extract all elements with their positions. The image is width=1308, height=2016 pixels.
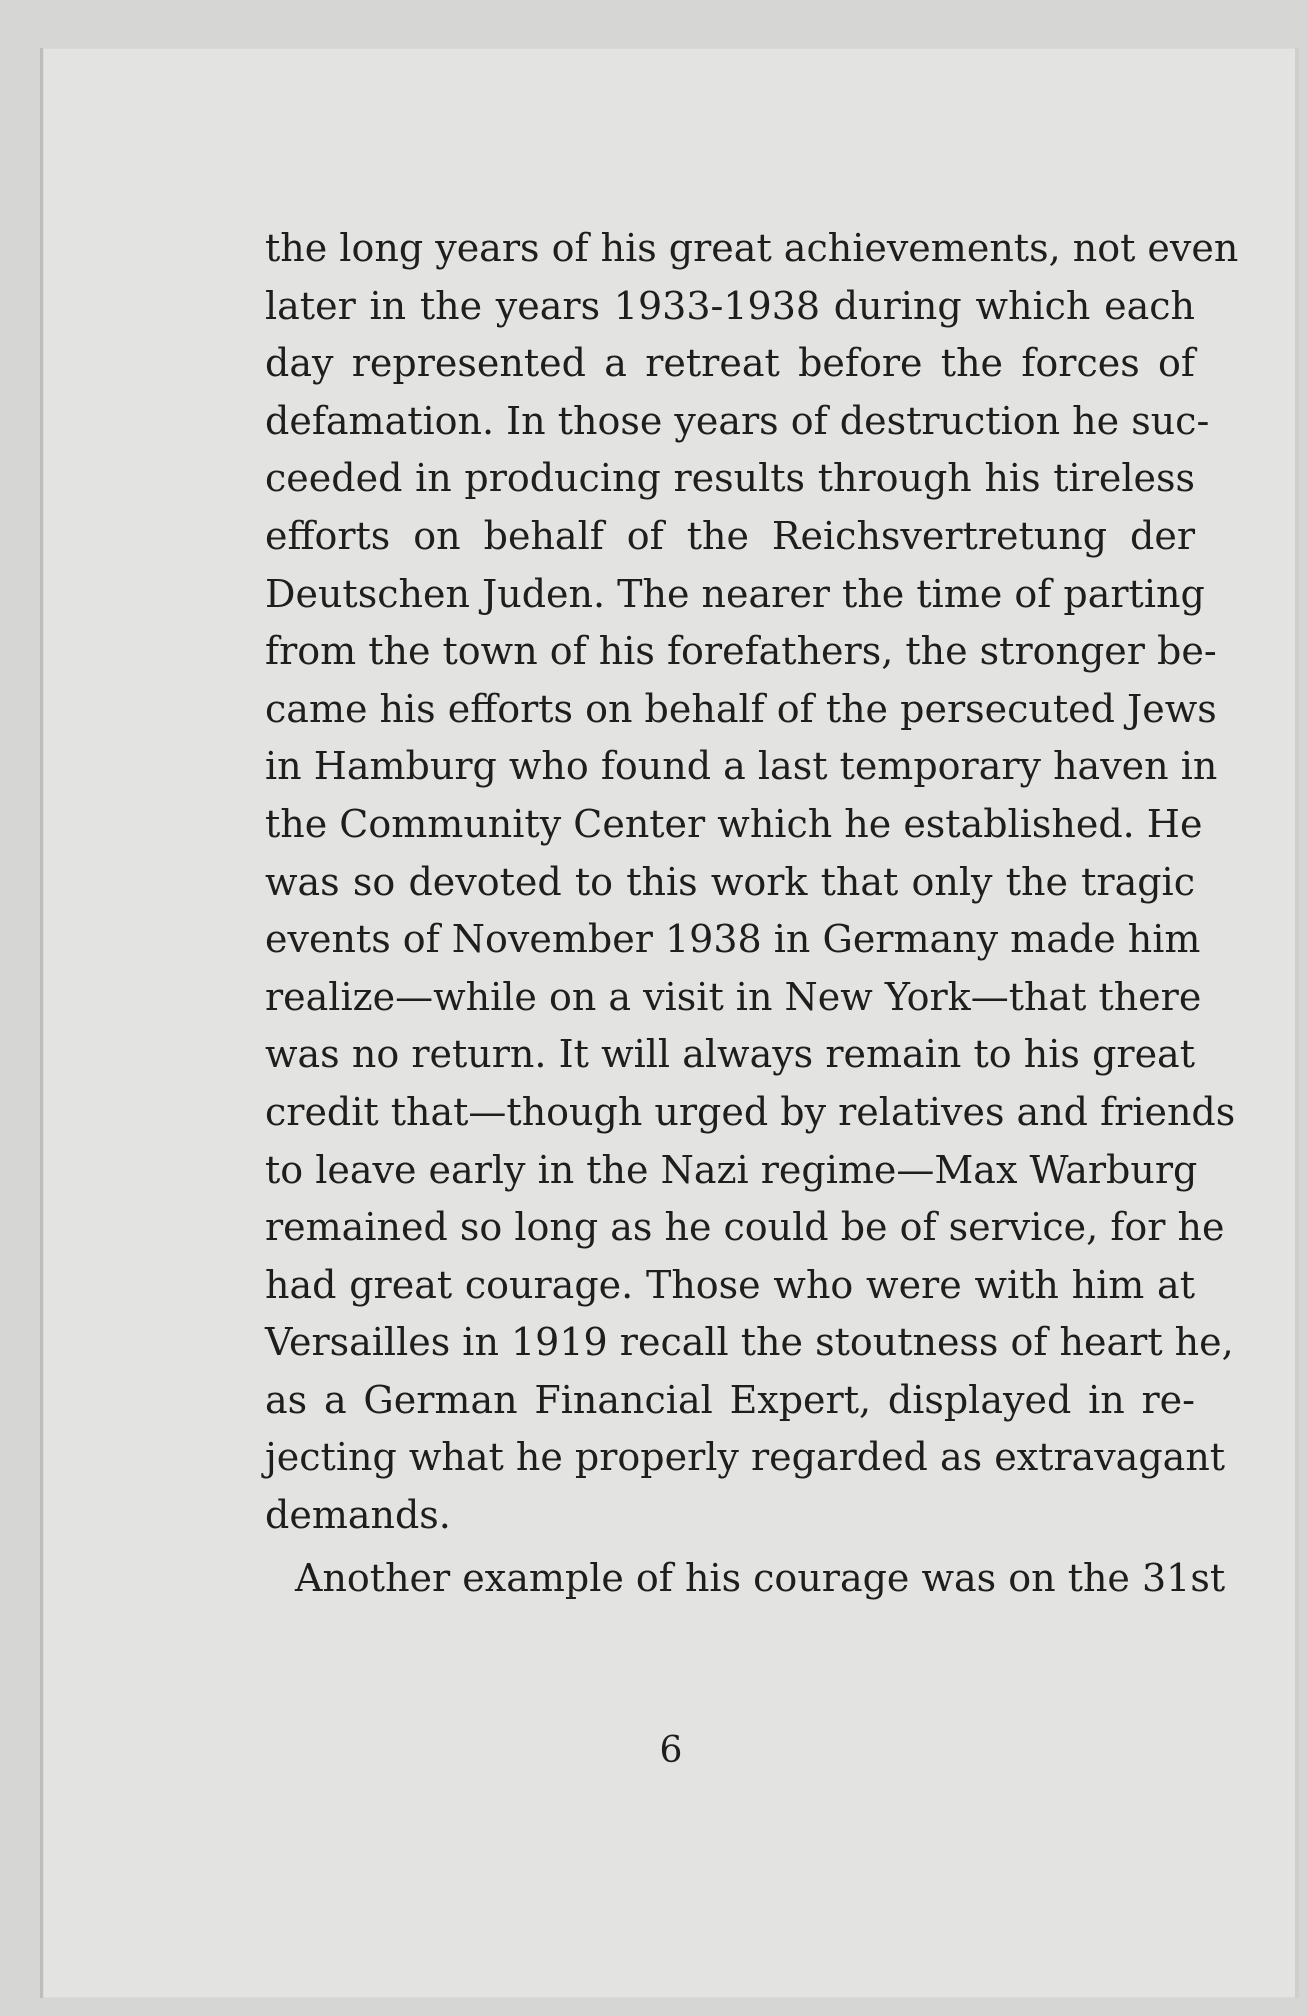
- text-line: later in the years 1933-1938 during which each: [265, 283, 1195, 328]
- book-page: [40, 48, 1299, 1998]
- text-line: the long years of his great achievements, not even: [265, 226, 1239, 270]
- text-line: in Hamburg who found a last temporary haven in: [265, 744, 1218, 789]
- text-line: Another example of his courage was on the 31st: [295, 1555, 1226, 1600]
- text-line: jecting what he properly regarded as extravagant: [265, 1435, 1226, 1480]
- text-line: from the town of his forefathers, the stronger be-: [265, 629, 1217, 674]
- text-line: was so devoted to this work that only the tragic: [265, 859, 1195, 904]
- paragraph-2: [265, 1550, 1226, 1608]
- text-line: ceeded in producing results through his tireless: [265, 456, 1195, 501]
- text-line: Versailles in 1919 recall the stoutness of heart he,: [265, 1320, 1234, 1365]
- text-line: the Community Center which he established. He: [265, 801, 1203, 846]
- text-line: efforts on behalf of the Reichsvertretung der: [265, 513, 1195, 558]
- page-edge: [1295, 48, 1299, 1998]
- text-line: came his efforts on behalf of the persecuted Jews: [265, 686, 1217, 731]
- text-line: as a German Financial Expert, displayed in re-: [265, 1377, 1195, 1422]
- text-line: demands.: [265, 1493, 451, 1538]
- text-line: to leave early in the Nazi regime—Max Warburg: [265, 1147, 1198, 1192]
- text-line: realize—while on a visit in New York—that there: [265, 974, 1202, 1019]
- text-line: had great courage. Those who were with him at: [265, 1262, 1195, 1307]
- text-line: remained so long as he could be of service, for he: [265, 1205, 1225, 1250]
- page-number: 6: [659, 1730, 683, 1771]
- text-line: credit that—though urged by relatives and friends: [265, 1089, 1236, 1134]
- text-line: was no return. It will always remain to his great: [265, 1032, 1195, 1077]
- body-text: [265, 220, 1239, 1607]
- text-line: events of November 1938 in Germany made him: [265, 917, 1201, 962]
- paragraph-1: [265, 220, 1239, 1545]
- text-line: Deutschen Juden. The nearer the time of parting: [265, 571, 1205, 616]
- text-line: defamation. In those years of destruction he suc-: [265, 398, 1210, 443]
- text-line: day represented a retreat before the forces of: [265, 341, 1195, 386]
